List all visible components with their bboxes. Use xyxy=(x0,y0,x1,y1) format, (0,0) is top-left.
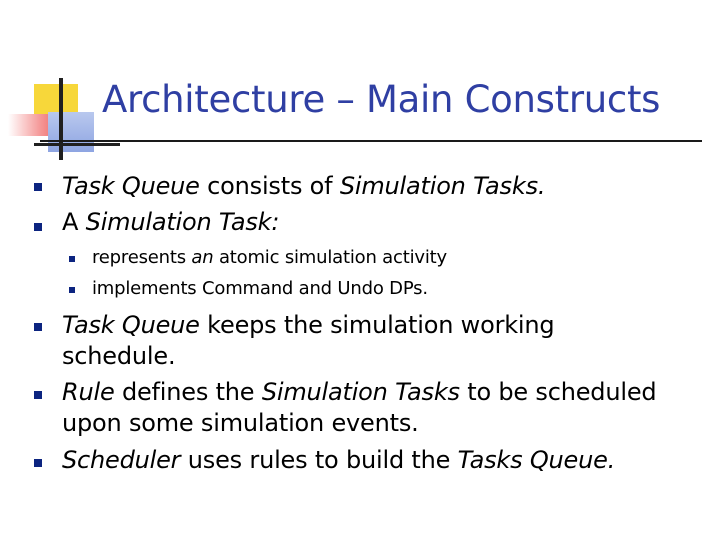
bullet-4-term2: Simulation Tasks xyxy=(261,378,460,406)
sub-bullet-1 xyxy=(92,247,447,268)
sub-bullet-1-term: an xyxy=(191,247,214,268)
bullet-5 xyxy=(62,446,615,474)
bullet-4-text: defines the xyxy=(114,378,262,406)
logo-vertical-line xyxy=(59,78,63,160)
bullet-1-term: Task Queue xyxy=(62,172,200,200)
sub-bullet-1-text2: atomic simulation activity xyxy=(213,247,447,268)
bullet-2-text: A xyxy=(62,208,86,236)
sub-bullet-2-text: implements Command and Undo DPs. xyxy=(92,278,428,299)
sub-bullet-1-text: represents xyxy=(92,247,192,268)
bullet-marker xyxy=(34,223,42,231)
bullet-4-term: Rule xyxy=(62,378,115,406)
bullet-3-text: keeps the simulation working xyxy=(199,311,555,339)
bullet-marker xyxy=(34,183,42,191)
bullet-5-term: Scheduler xyxy=(62,446,181,474)
bullet-3 xyxy=(62,311,554,339)
bullet-marker xyxy=(34,391,42,399)
bullet-4 xyxy=(62,378,656,406)
bullet-marker xyxy=(34,323,42,331)
bullet-4-text2: to be scheduled xyxy=(459,378,657,406)
slide-title: Architecture – Main Constructs xyxy=(102,78,661,121)
bullet-1-term2: Simulation Tasks. xyxy=(339,172,546,200)
sub-bullet-marker xyxy=(69,287,75,293)
bullet-marker xyxy=(34,459,42,467)
bullet-5-term2: Tasks Queue. xyxy=(457,446,616,474)
sub-bullet-marker xyxy=(69,256,75,262)
bullet-1 xyxy=(62,172,545,200)
logo-horizontal-line xyxy=(34,143,120,146)
bullet-2-term: Simulation Task: xyxy=(85,208,280,236)
title-divider xyxy=(40,140,702,142)
bullet-3-term: Task Queue xyxy=(62,311,200,339)
bullet-3-continuation: schedule. xyxy=(62,342,176,370)
bullet-2 xyxy=(62,208,279,236)
bullet-5-text: uses rules to build the xyxy=(180,446,458,474)
bullet-1-text: consists of xyxy=(199,172,340,200)
logo-blue-square xyxy=(48,112,94,152)
bullet-4-continuation: upon some simulation events. xyxy=(62,409,419,437)
sub-bullet-2 xyxy=(92,278,428,299)
